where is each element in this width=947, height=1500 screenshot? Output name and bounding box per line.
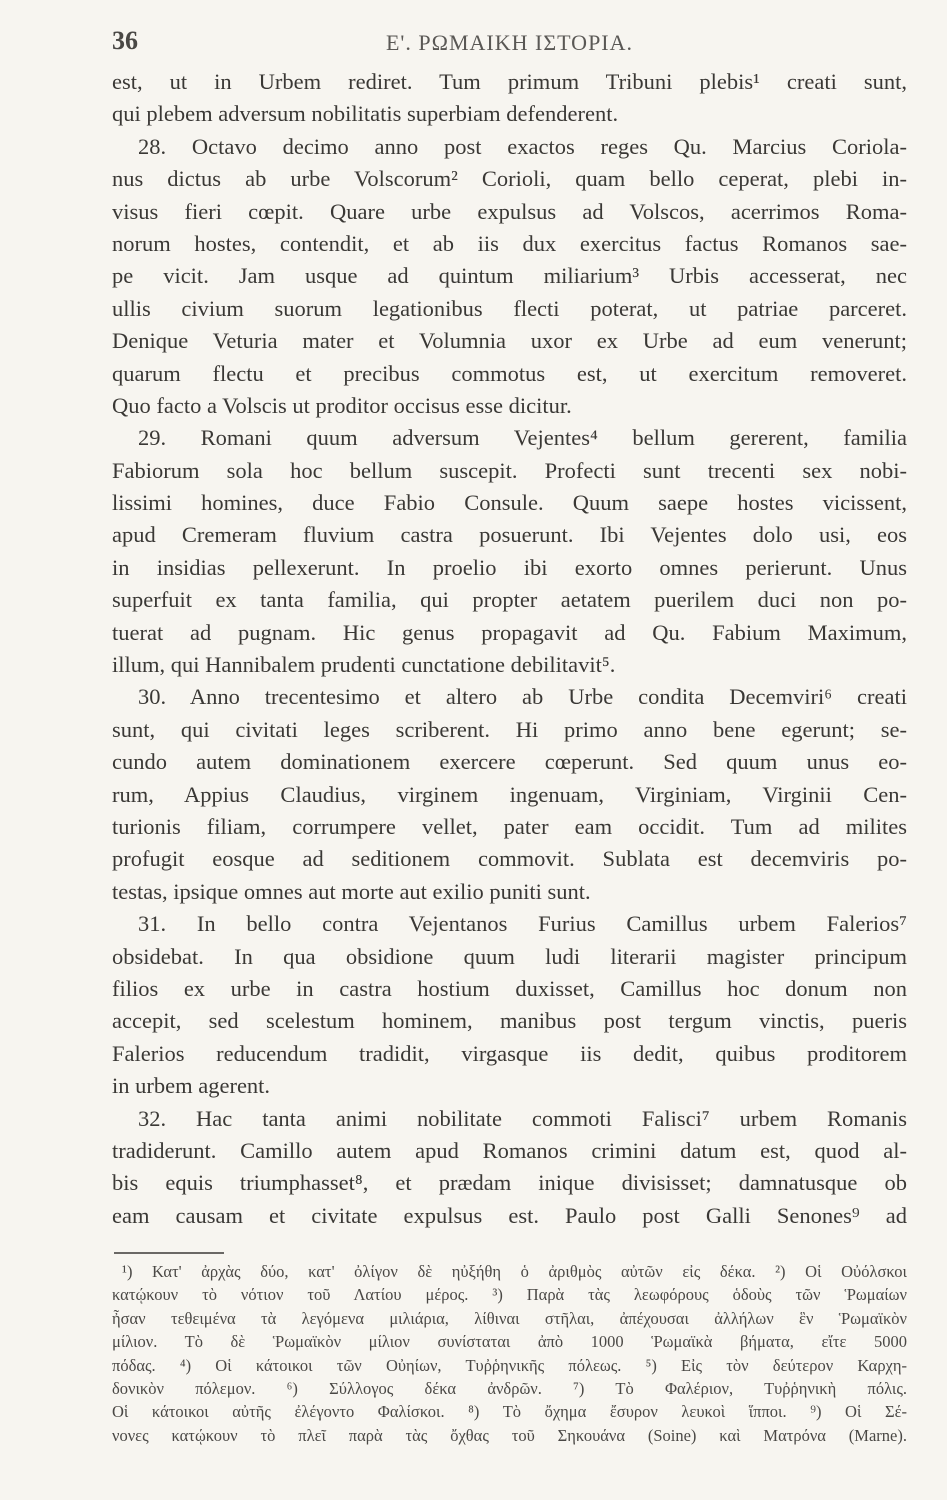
text-line: pe vicit. Jam usque ad quintum miliarium³ Urbis accesserat, nec	[112, 263, 907, 289]
text-line: eam causam et civitate expulsus est. Paulo post Galli Senones⁹ ad	[112, 1202, 907, 1228]
footnote-line: κατῴκουν τὸ νότιον τοῦ Λατίου μέρος. ³) Παρὰ τὰς λεωφόρους ὁδοὺς τῶν Ῥωμαίων	[112, 1285, 907, 1305]
text-line: tuerat ad pugnam. Hic genus propagavit ad Qu. Fabium Maximum,	[112, 619, 907, 645]
footnote-line: μίλιον. Τὸ δὲ Ῥωμαϊκὸν μίλιον συνίσταται ἀπὸ 1000 Ῥωμαϊκὰ βήματα, εἴτε 5000	[112, 1332, 907, 1352]
text-line: superfuit ex tanta familia, qui propter aetatem puerilem duci non po-	[112, 587, 907, 613]
text-line: tradiderunt. Camillo autem apud Romanos crimini datum est, quod al-	[112, 1137, 907, 1163]
text-line: qui plebem adversum nobilitatis superbiam defenderent.	[112, 101, 619, 127]
text-line: obsidebat. In qua obsidione quum ludi literarii magister principum	[112, 943, 907, 969]
text-line: 29. Romani quum adversum Vejentes⁴ bellum gererent, familia	[138, 425, 907, 451]
text-line: rum, Appius Claudius, virginem ingenuam, Virginiam, Virginii Cen-	[112, 781, 907, 807]
running-title: Ε'. ΡΩΜΑΙΚΗ ΙΣΤΟΡΙΑ.	[385, 30, 634, 55]
footnote-line: ¹) Κατ' ἀρχὰς δύο, κατ' ὀλίγον δὲ ηὐξήθη ὁ ἀριθμὸς αὐτῶν εἰς δέκα. ²) Οἱ Οὐόλσκοι	[122, 1262, 907, 1282]
text-line: norum hostes, contendit, et ab iis dux exercitus factus Romanos sae-	[112, 230, 907, 256]
text-line: visus fieri cœpit. Quare urbe expulsus ad Volscos, acerrimos Roma-	[112, 198, 907, 224]
footnote-line: Οἱ κάτοικοι αὐτῆς ἐλέγοντο Φαλίσκοι. ⁸) Τὸ ὄχημα ἔσυρον λευκοὶ ἵπποι. ⁹) Οἱ Σέ-	[112, 1402, 907, 1422]
text-line: profugit eosque ad seditionem commovit. Sublata est decemviris po-	[112, 846, 907, 872]
text-line: filios ex urbe in castra hostium duxisset, Camillus hoc donum non	[112, 975, 907, 1001]
text-line: Denique Veturia mater et Volumnia uxor ex Urbe ad eum venerunt;	[112, 328, 907, 354]
text-line: ullis civium suorum legationibus flecti poterat, ut patriae parceret.	[112, 295, 907, 321]
text-line: est, ut in Urbem rediret. Tum primum Tribuni plebis¹ creati sunt,	[112, 69, 907, 94]
footnote-line: νονες κατῴκουν τὸ πλεῖ παρὰ τὰς ὄχθας τοῦ Σηκουάνα (Soine) καὶ Ματρόνα (Marne).	[112, 1425, 907, 1445]
page-header	[112, 22, 907, 62]
text-line: bis equis triumphasset⁸, et prædam inique divisisset; damnatusque ob	[112, 1170, 907, 1196]
text-line: apud Cremeram fluvium castra posuerunt. Ibi Vejentes dolo usi, eos	[112, 522, 907, 548]
text-line: quarum flectu et precibus commotus est, ut exercitum removeret.	[112, 360, 907, 386]
text-line: illum, qui Hannibalem prudenti cunctatione debilitavit⁵.	[112, 652, 616, 678]
text-line: cundo autem dominationem exercere cœperunt. Sed quum unus eo-	[112, 749, 907, 775]
footnote-line: ἦσαν τεθειμένα τὰ λεγόμενα μιλιάρια, λίθιναι στῆλαι, ἀπέχουσαι ἀλλήλων ἓν Ῥωμαϊκὸν	[112, 1308, 907, 1328]
body-text	[112, 66, 907, 1232]
footnote-line: δονικὸν πόλεμον. ⁶) Σύλλογος δέκα ἀνδρῶν. ⁷) Τὸ Φαλέριον, Τυῤῥηνικὴ πόλις.	[112, 1379, 907, 1399]
page-number: 36	[112, 26, 138, 55]
text-line: 32. Hac tanta animi nobilitate commoti Falisci⁷ urbem Romanis	[138, 1105, 907, 1131]
text-line: Quo facto a Volscis ut proditor occisus esse dicitur.	[112, 392, 572, 418]
text-line: lissimi homines, duce Fabio Consule. Quum saepe hostes vicissent,	[112, 490, 907, 516]
footnote-divider	[114, 1252, 224, 1254]
text-line: testas, ipsique omnes aut morte aut exilio puniti sunt.	[112, 878, 591, 904]
footnotes	[112, 1260, 907, 1447]
text-line: accepit, sed scelestum hominem, manibus post tergum vinctis, pueris	[112, 1008, 907, 1034]
text-line: 30. Anno trecentesimo et altero ab Urbe condita Decemviri⁶ creati	[138, 684, 907, 710]
text-line: nus dictus ab urbe Volscorum² Corioli, quam bello ceperat, plebi in-	[112, 166, 907, 192]
text-line: Falerios reducendum tradidit, virgasque iis dedit, quibus proditorem	[112, 1040, 907, 1066]
text-line: in insidias pellexerunt. In proelio ibi exorto omnes perierunt. Unus	[112, 554, 907, 580]
text-line: sunt, qui civitati leges scriberent. Hi primo anno bene egerunt; se-	[112, 716, 907, 742]
book-page	[112, 22, 907, 1447]
text-line: Fabiorum sola hoc bellum suscepit. Profecti sunt trecenti sex nobi-	[112, 457, 907, 483]
text-line: 28. Octavo decimo anno post exactos reges Qu. Marcius Coriola-	[138, 133, 907, 159]
footnote-line: πόδας. ⁴) Οἱ κάτοικοι τῶν Οὐηίων, Τυῤῥηνικῆς πόλεως. ⁵) Εἰς τὸν δεύτερον Καρχη-	[112, 1355, 907, 1375]
text-line: 31. In bello contra Vejentanos Furius Camillus urbem Falerios⁷	[138, 911, 907, 937]
text-line: turionis filiam, corrumpere vellet, pater eam occidit. Tum ad milites	[112, 813, 907, 839]
text-line: in urbem agerent.	[112, 1073, 271, 1099]
